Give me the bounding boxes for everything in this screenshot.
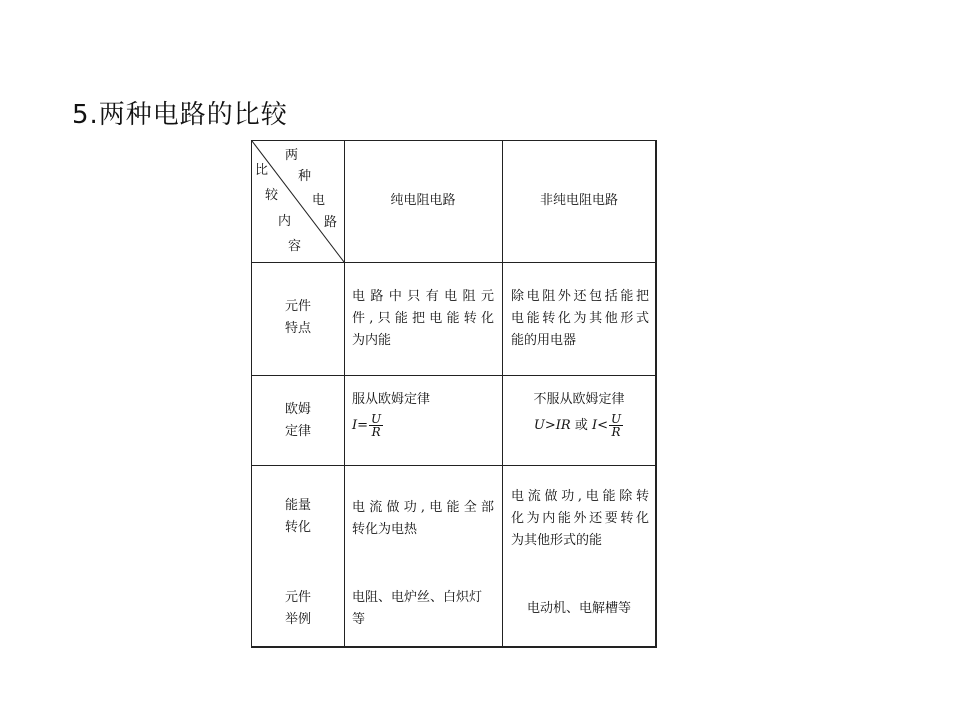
- corner-top-char: 路: [324, 215, 338, 230]
- row-divider: [252, 465, 655, 466]
- column-divider: [344, 141, 345, 646]
- corner-header: [252, 141, 344, 262]
- corner-top-char: 两: [285, 148, 299, 163]
- section-title: 5.两种电路的比较: [72, 100, 288, 130]
- row-divider: [252, 375, 655, 376]
- corner-top-char: 电: [312, 193, 326, 208]
- cell-pure-traits: 电路中只有电阻元 件,只能把电能转化 为内能: [352, 289, 494, 348]
- corner-side-char: 容: [288, 239, 302, 254]
- cell-nonpure-traits: 除电阻外还包括能把 电能转化为其他形式 能的用电器: [511, 289, 649, 348]
- row-label-ohms-law: 欧姆 定律: [284, 402, 311, 439]
- corner-side-char: 较: [265, 188, 279, 203]
- row-label-energy-conversion: 能量 转化: [284, 498, 311, 535]
- cell-pure-examples: 电阻、电炉丝、白炽灯 等: [352, 590, 483, 627]
- cell-nonpure-energy: 电流做功,电能除转 化为内能外还要转化 为其他形式的能: [511, 489, 649, 548]
- corner-side-char: 内: [278, 214, 292, 229]
- cell-nonpure-examples: 电动机、电解槽等: [526, 601, 631, 616]
- column-header-pure: 纯电阻电路: [390, 193, 456, 208]
- row-divider: [252, 262, 655, 263]
- cell-nonpure-ohms-law: 不服从欧姆定律 U>IR 或 I< $\frac{U}{R}$: [502, 389, 656, 438]
- cell-pure-ohms-law: 服从欧姆定律 I= $\frac{U}{R}$: [352, 389, 494, 438]
- corner-side-char: 比: [255, 163, 269, 178]
- cell-pure-energy: 电流做功,电能全部 转化为电热: [352, 500, 494, 537]
- row-label-component-traits: 元件 特点: [284, 299, 311, 336]
- formula-nonpure: U>IR 或 I< $\frac{U}{R}$: [533, 412, 622, 439]
- formula-pure: I= $\frac{U}{R}$: [352, 412, 382, 439]
- row-label-examples: 元件 举例: [284, 590, 311, 627]
- comparison-table: [251, 140, 657, 648]
- corner-top-char: 种: [298, 169, 312, 184]
- column-header-nonpure: 非纯电阻电路: [539, 193, 618, 208]
